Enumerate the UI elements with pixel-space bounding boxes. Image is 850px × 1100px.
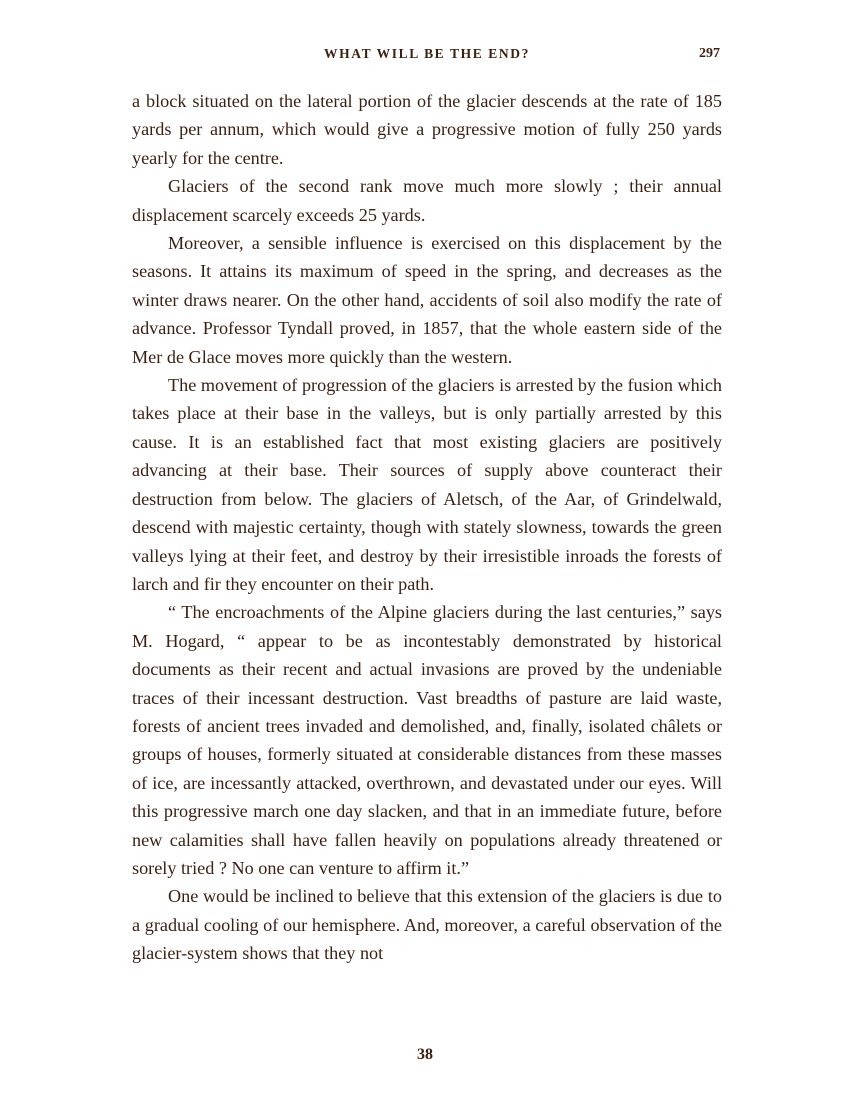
running-title: WHAT WILL BE THE END?: [324, 46, 530, 61]
paragraph: One would be inclined to believe that this extension of the glaciers is due to a gradual cooling of our hemisphere. And, moreover, a careful observation of the glacier-system shows that they not: [132, 886, 722, 964]
running-head: [132, 46, 722, 70]
page-number: 297: [699, 46, 720, 61]
signature-mark: 38: [417, 1046, 433, 1063]
paragraph: Moreover, a sensible influence is exercised on this displacement by the seasons. It attains its maximum of speed in the spring, and decreases as the winter draws nearer. On the other hand, accidents of soil also modify the rate of advance. Professor Tyndall proved, in 1857, that the whole eastern side of the Mer de Glace moves more quickly than the western.: [132, 233, 722, 367]
paragraph-quotation: “ The encroachments of the Alpine glaciers during the last centuries,” says M. Hogard, “ appear to be as incontestably demonstrated by historical documents as their recent and actual invasions are proved by the undeniable traces of their incessant destruction. Vast breadths of pasture are laid waste, forests of ancient trees invaded and demolished, and, finally, isolated châlets or groups of houses, formerly situated at considerable distances from these masses of ice, are incessantly attacked, overthrown, and devastated under our eyes. Will this progressive march one day slacken, and that in an immediate future, before new calamities shall have fallen heavily on populations already threatened or sorely tried ? No one can venture to affirm it.”: [132, 602, 722, 878]
paragraph: Glaciers of the second rank move much more slowly ; their annual displacement scarcely exceeds 25 yards.: [132, 176, 722, 225]
paragraph-continued: a block situated on the lateral portion of the glacier descends at the rate of 185 yards per annum, which would give a progressive motion of fully 250 yards yearly for the centre.: [132, 91, 722, 168]
body-text: [132, 87, 722, 968]
paragraph: The movement of progression of the glaciers is arrested by the fusion which takes place at their base in the valleys, but is only partially arrested by this cause. It is an established fact that most existing glaciers are positively advancing at their base. Their sources of supply above counteract their destruction from below. The glaciers of Aletsch, of the Aar, of Grindelwald, descend with majestic certainty, though with stately slowness, towards the green valleys lying at their feet, and destroy by their irresistible inroads the forests of larch and fir they encounter on their path.: [132, 375, 722, 594]
